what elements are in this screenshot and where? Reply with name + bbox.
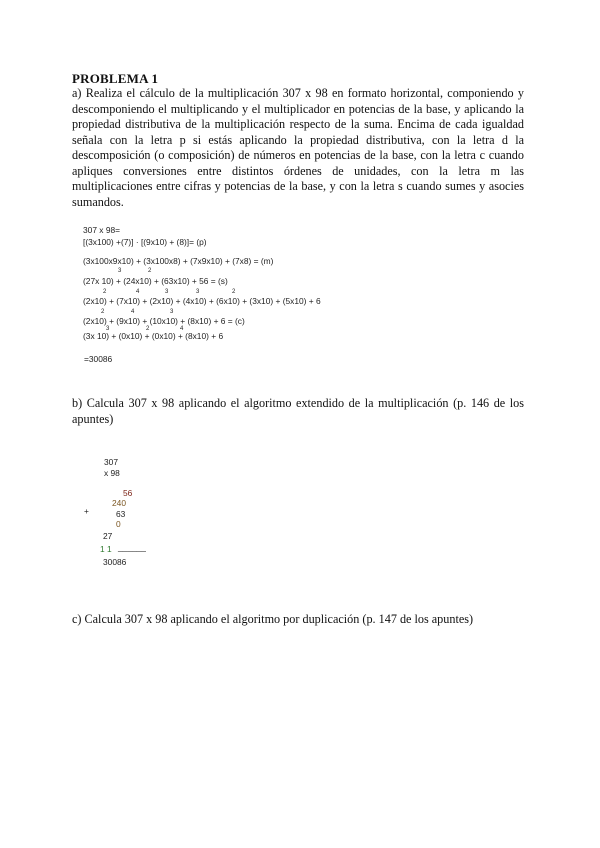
exp-mark: 2 xyxy=(148,268,152,274)
problem-title: PROBLEMA 1 xyxy=(72,71,159,86)
exp-mark: 2 xyxy=(146,326,150,332)
calc-line-6: (2x10) + (9x10) + (10x10) + (8x10) + 6 = (c) xyxy=(83,316,245,326)
multiplier: x 98 xyxy=(104,468,120,478)
exp-mark: 3 xyxy=(165,289,169,295)
exp-mark: 4 xyxy=(180,326,184,332)
exp-mark: 3 xyxy=(170,309,174,315)
part-c-statement: c) Calcula 307 x 98 aplicando el algoritmo por duplicación (p. 147 de los apuntes) xyxy=(72,612,474,626)
exp-mark: 3 xyxy=(196,289,200,295)
plus-sign: + xyxy=(84,506,89,516)
partial-product: 0 xyxy=(116,519,121,529)
partial-product: 240 xyxy=(112,498,126,508)
calc-line-4: (27x 10) + (24x10) + (63x10) + 56 = (s) xyxy=(83,276,228,286)
multiplicand: 307 xyxy=(104,457,118,467)
sum-underline: ______ xyxy=(118,542,146,552)
partial-product: 27 xyxy=(103,531,113,541)
exp-mark: 3 xyxy=(118,268,122,274)
partial-product: 63 xyxy=(116,509,126,519)
part-a-statement: a) Realiza el cálculo de la multiplicación 307 x 98 en formato horizontal, componiendo y descomponiendo el multiplicando y el multiplicador en potencias de la base, y aplicando la propiedad distributiva de la multiplicación respecto de la suma. Encima de cada igualdad señala con la letra p si estás aplicando la propiedad distributiva, con la letra d la descomposición (o composición) de números en potencias de la base, con la letra c cuando apliques conversiones entre distintos órdenes de unidades, con la letra m las multiplicaciones entre cifras y potencias de la base, y con la letra s cuando sumes y asocies sumandos. xyxy=(72,86,524,209)
final-result: 30086 xyxy=(103,557,127,567)
part-b-statement: b) Calcula 307 x 98 aplicando el algoritmo extendido de la multiplicación (p. 146 de los apuntes) xyxy=(72,396,524,426)
exp-mark: 4 xyxy=(131,309,135,315)
exp-mark: 4 xyxy=(136,289,140,295)
calc-line-2: [(3x100) +(7)] · [(9x10) + (8)]= (p) xyxy=(83,237,207,247)
carry-digits: 1 1 xyxy=(100,544,112,554)
partial-product: 56 xyxy=(123,488,133,498)
calc-line-5: (2x10) + (7x10) + (2x10) + (4x10) + (6x10) + (3x10) + (5x10) + 6 xyxy=(83,296,321,306)
exp-mark: 2 xyxy=(232,289,236,295)
exp-mark: 2 xyxy=(101,309,105,315)
calc-line-7: (3x 10) + (0x10) + (0x10) + (8x10) + 6 xyxy=(83,331,224,341)
calc-result: =30086 xyxy=(84,354,113,364)
calc-line-1: 307 x 98= xyxy=(83,225,121,235)
exp-mark: 3 xyxy=(106,326,110,332)
exp-mark: 2 xyxy=(103,289,107,295)
calc-line-3: (3x100x9x10) + (3x100x8) + (7x9x10) + (7x8) = (m) xyxy=(83,256,274,266)
